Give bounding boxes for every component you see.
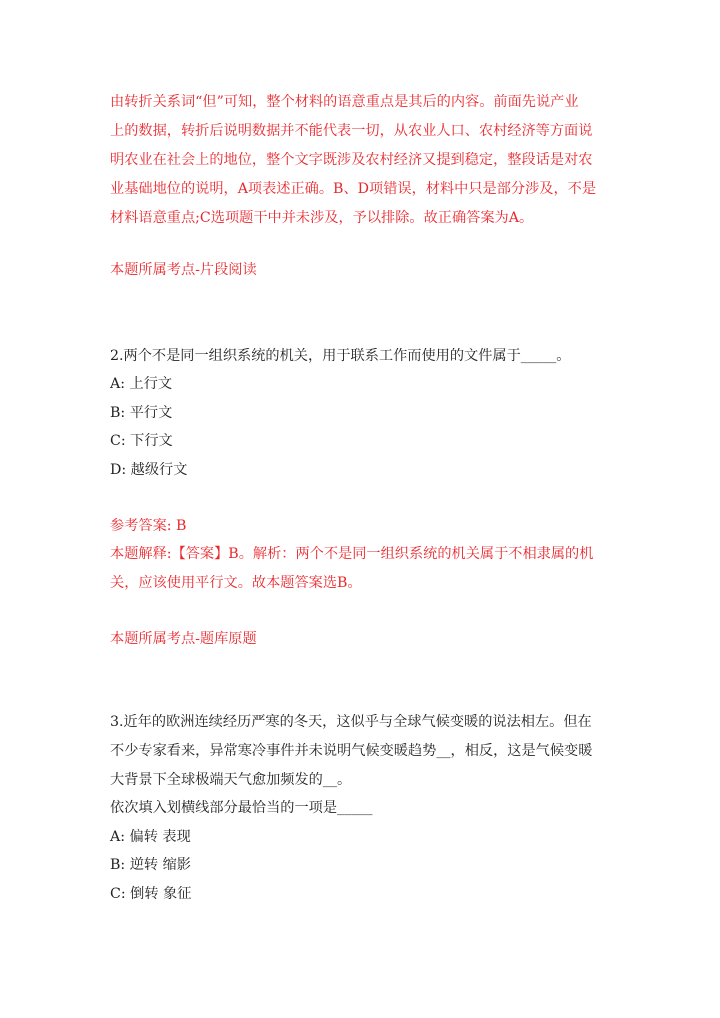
- q3-stem-line-3: 大背景下全球极端天气愈加频发的__。: [110, 772, 352, 788]
- prev-topic-label: 本题所属考点-片段阅读: [110, 262, 257, 278]
- q2-explanation-line-2: 关，应该使用平行文。故本题答案选B。: [110, 575, 362, 591]
- q2-option-c: C: 下行文: [110, 433, 173, 449]
- q3-stem-line-2: 不少专家看来，异常寒冷事件并未说明气候变暖趋势__，相反，这是气候变暖: [110, 743, 593, 759]
- q2-option-b: B: 平行文: [110, 405, 173, 421]
- q2-stem: 2.两个不是同一组织系统的机关，用于联系工作而使用的文件属于_____。: [110, 348, 571, 364]
- prev-explanation-line-2: 上的数据，转折后说明数据并不能代表一切，从农业人口、农村经济等方面说: [110, 123, 593, 139]
- prev-explanation-line-5: 材料语意重点;C选项题干中并未涉及，予以排除。故正确答案为A。: [110, 210, 534, 226]
- q2-topic-label: 本题所属考点-题库原题: [110, 631, 257, 647]
- q3-option-b: B: 逆转 缩影: [110, 857, 191, 873]
- q2-option-d: D: 越级行文: [110, 462, 188, 478]
- prev-explanation-line-3: 明农业在社会上的地位，整个文字既涉及农村经济又提到稳定，整段话是对农: [110, 152, 593, 168]
- q2-explanation-line-1: 本题解释:【答案】B。解析：两个不是同一组织系统的机关属于不相隶属的机: [110, 546, 594, 562]
- prev-explanation-line-4: 业基础地位的说明，A项表述正确。B、D项错误，材料中只是部分涉及，不是: [110, 181, 597, 197]
- q3-stem-line-1: 3.近年的欧洲连续经历严寒的冬天，这似乎与全球气候变暖的说法相左。但在: [110, 714, 592, 730]
- q2-option-a: A: 上行文: [110, 376, 173, 392]
- q2-answer: 参考答案: B: [110, 518, 187, 534]
- q3-option-a: A: 偏转 表现: [110, 829, 191, 845]
- q3-option-c: C: 倒转 象征: [110, 886, 192, 902]
- q3-stem-line-4: 依次填入划横线部分最恰当的一项是_____: [110, 800, 373, 816]
- prev-explanation-line-1: 由转折关系词“但”可知，整个材料的语意重点是其后的内容。前面先说产业: [110, 94, 579, 110]
